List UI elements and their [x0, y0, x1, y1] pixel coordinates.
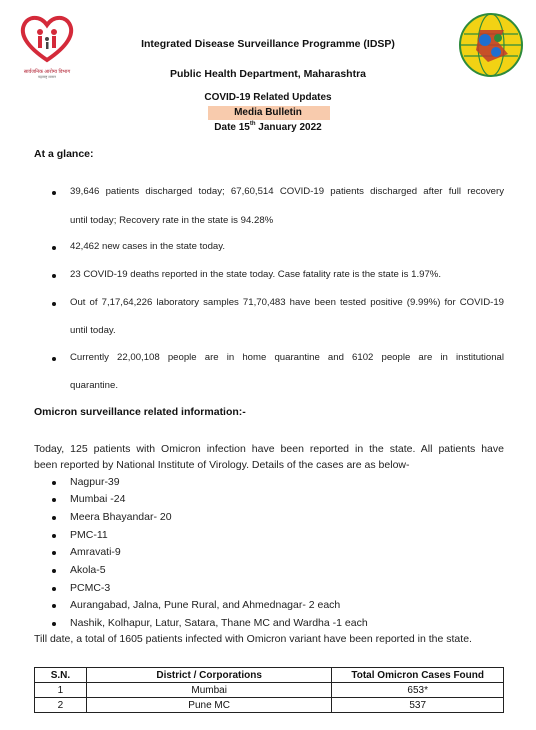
omicron-item: Nashik, Kolhapur, Latur, Satara, Thane MC and Wardha -1 each [70, 617, 368, 629]
bullet-dot [52, 569, 56, 573]
omicron-item: PCMC-3 [70, 582, 111, 594]
logo-caption: सार्वजनिक आरोग्य विभाग [23, 69, 71, 75]
bullet-dot [52, 274, 56, 278]
glance-bullet-4-line2: until today. [70, 325, 116, 336]
table-cell: 653* [332, 683, 504, 698]
bullet-dot [52, 498, 56, 502]
table-header-row [35, 668, 504, 683]
omicron-item: Mumbai -24 [70, 493, 126, 505]
table-header-cell: District / Corporations [86, 668, 331, 683]
table-cell: Mumbai [86, 683, 331, 698]
bullet-dot [52, 357, 56, 361]
omicron-heading: Omicron surveillance related information:- [34, 406, 246, 418]
glance-bullet-1-line2: until today; Recovery rate in the state is 94.28% [70, 215, 274, 226]
bulletin-date: Date 15th January 2022 [214, 121, 322, 133]
omicron-item: Meera Bhayandar- 20 [70, 511, 172, 523]
logo-subcaption: महाराष्ट्र शासन [38, 75, 56, 79]
bullet-dot [52, 246, 56, 250]
bullet-dot [52, 587, 56, 591]
glance-bullet-1-line1: 39,646 patients discharged today; 67,60,514 COVID-19 patients discharged after full recovery [70, 186, 504, 197]
bullet-dot [52, 516, 56, 520]
omicron-item: Amravati-9 [70, 546, 121, 558]
omicron-intro-line1: Today, 125 patients with Omicron infection have been reported in the state. All patients have [34, 443, 504, 455]
glance-bullet-2: 42,462 new cases in the state today. [70, 241, 226, 252]
table-header-cell: S.N. [35, 668, 87, 683]
glance-bullet-4-line1: Out of 7,17,64,226 laboratory samples 71,70,483 have been tested positive (9.99%) for COVID-19 [70, 297, 504, 308]
org-title: Integrated Disease Surveillance Programme (IDSP) [141, 38, 395, 50]
bullet-dot [52, 622, 56, 626]
glance-heading: At a glance: [34, 148, 94, 160]
table-cell: 537 [332, 698, 504, 713]
glance-bullet-3: 23 COVID-19 deaths reported in the state today. Case fatality rate is the state is 1.97%. [70, 269, 441, 280]
omicron-item: Aurangabad, Jalna, Pune Rural, and Ahmednagar- 2 each [70, 599, 341, 611]
bullet-dot [52, 481, 56, 485]
table-cell: 1 [35, 683, 87, 698]
bullet-dot [52, 604, 56, 608]
omicron-item: Nagpur-39 [70, 476, 120, 488]
omicron-item: Akola-5 [70, 564, 106, 576]
bullet-dot [52, 534, 56, 538]
table-cell: 2 [35, 698, 87, 713]
table-row [35, 683, 504, 698]
omicron-cases-table [34, 667, 504, 713]
table-cell: Pune MC [86, 698, 331, 713]
bullet-dot [52, 302, 56, 306]
table-row [35, 698, 504, 713]
omicron-total: Till date, a total of 1605 patients infected with Omicron variant have been reported in the state. [34, 633, 472, 645]
bullet-dot [52, 191, 56, 195]
subject-title: COVID-19 Related Updates [204, 92, 332, 103]
department-title: Public Health Department, Maharashtra [169, 68, 367, 80]
omicron-intro-line2: been reported by National Institute of Virology. Details of the cases are as below- [34, 459, 410, 471]
omicron-item: PMC-11 [70, 529, 108, 541]
bullet-dot [52, 551, 56, 555]
glance-bullet-5-line1: Currently 22,00,108 people are in home quarantine and 6102 people are in institutional [70, 352, 504, 363]
table-header-cell: Total Omicron Cases Found [332, 668, 504, 683]
glance-bullet-5-line2: quarantine. [70, 380, 119, 391]
bulletin-title: Media Bulletin [234, 107, 302, 118]
